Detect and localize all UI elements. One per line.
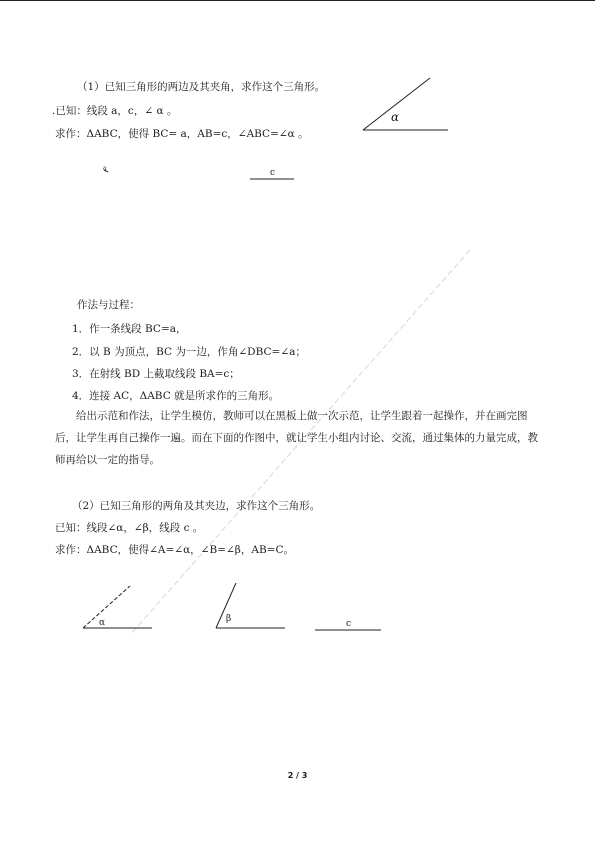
part1-title: （1）已知三角形的两边及其夹角，求作这个三角形。 bbox=[77, 81, 326, 93]
alpha-label-2: α bbox=[99, 618, 106, 628]
segment-c-label-2: c bbox=[346, 619, 352, 629]
part1-find: 求作：ΔABC，使得 BC= a，AB=c，∠ABC=∠α 。 bbox=[55, 128, 309, 140]
method-paragraph: 给出示范和作法，让学生模仿，教师可以在黑板上做一次示范，让学生跟着一起操作，并在画完图后，让学生再自己操作一遍。而在下面的作图中，就让学生小组内讨论、交流，通过集体的力量完成，教师再给以一定的指导。 bbox=[55, 410, 538, 466]
page-number: 2 / 3 bbox=[287, 771, 308, 780]
method-step-2: 2．以 B 为顶点，BC 为一边，作角∠DBC=∠a； bbox=[72, 346, 306, 358]
part2-given: 已知：线段∠α，∠β，线段 c 。 bbox=[55, 522, 204, 534]
method-step-4: 4．连接 AC，ΔABC 就是所求作的三角形。 bbox=[72, 390, 280, 402]
method-heading: 作法与过程： bbox=[77, 299, 140, 311]
part2-find: 求作：ΔABC，使得∠A=∠α，∠B=∠β，AB=C。 bbox=[55, 544, 294, 556]
part1-given: .已知：线段 a，c，∠ α 。 bbox=[52, 105, 178, 117]
alpha-label: α bbox=[391, 110, 400, 124]
segment-c-label: c bbox=[270, 168, 276, 178]
angle-alpha-figure bbox=[363, 78, 448, 130]
segment-a-label: a bbox=[103, 165, 107, 172]
method-step-1: 1．作一条线段 BC=a， bbox=[72, 323, 187, 335]
beta-label: β bbox=[226, 614, 232, 624]
part2-title: （2）已知三角形的两角及其夹边，求作这个三角形。 bbox=[72, 500, 321, 512]
method-step-3: 3．在射线 BD 上截取线段 BA=c； bbox=[72, 368, 240, 380]
